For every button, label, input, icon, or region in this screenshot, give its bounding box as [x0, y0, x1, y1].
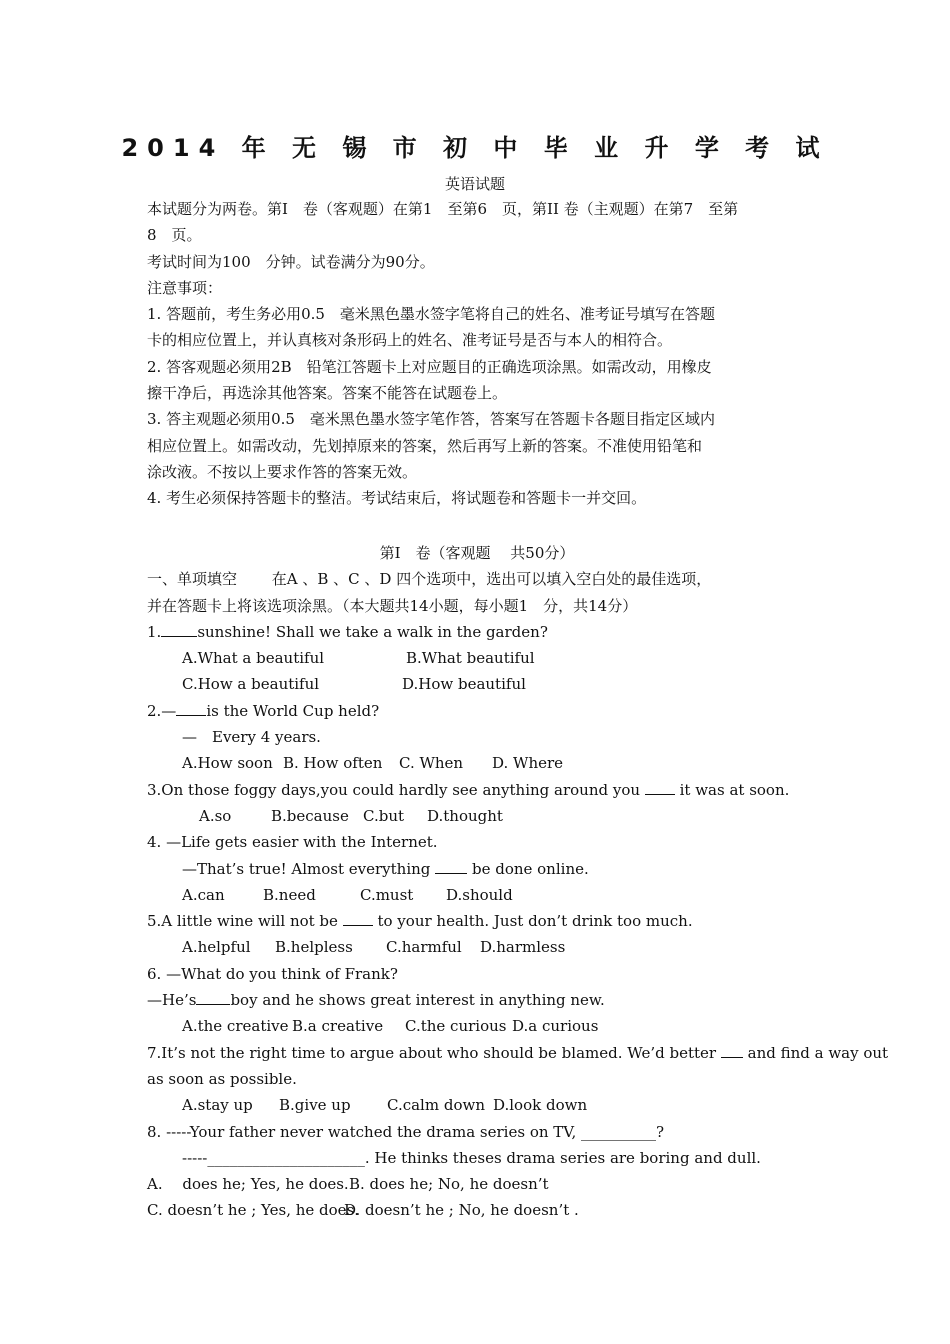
option-b: B. How often — [283, 754, 383, 773]
option-b: B.helpless — [275, 938, 353, 957]
answer-blank — [161, 620, 197, 637]
question-4: 4. —Life gets easier with the Internet. — [147, 833, 438, 852]
option-d: D.thought — [427, 806, 503, 825]
options-row — [147, 1171, 807, 1197]
notice-item: 相应位置上。如需改动，先划掉原来的答案，然后再写上新的答案。不准使用铅笔和 — [147, 436, 703, 455]
question-8: 8. -----Your father never watched the drama series on TV, __________? — [147, 1122, 665, 1141]
options-row — [147, 1013, 807, 1039]
option-d: D.a curious — [512, 1017, 599, 1036]
intro-line: 本试题分为两卷。第I 卷（客观题）在第1 至第6 页，第II 卷（主观题）在第7 至第 — [147, 200, 739, 218]
option-a: A.so — [199, 806, 232, 825]
notice-item: 涂改液。不按以上要求作答的答案无效。 — [147, 462, 418, 481]
answer-blank — [176, 699, 206, 716]
option-a: A.can — [182, 885, 225, 904]
option-d: D.should — [446, 885, 513, 904]
question-reply: -----_____________________. He thinks theses drama series are boring and dull. — [182, 1148, 761, 1167]
option-c: C.calm down — [387, 1096, 485, 1115]
option-d: D.harmless — [480, 938, 566, 957]
option-c: C.harmful — [386, 938, 462, 957]
option-c: C.How a beautiful — [182, 675, 320, 694]
exam-subtitle: 英语试题 — [444, 175, 505, 193]
option-b: B. does he; No, he doesn’t — [349, 1175, 549, 1194]
option-c: C.the curious — [405, 1017, 507, 1036]
options-row — [147, 750, 807, 776]
option-c: C. doesn’t he ; Yes, he does. — [147, 1201, 360, 1220]
notice-item: 1. 答题前，考生务必用0.5 毫米黑色墨水签字笔将自己的姓名、准考证号填写在答题 — [147, 305, 715, 324]
section-heading: 第I 卷（客观题 共50分） — [379, 544, 575, 562]
option-a: A.stay up — [182, 1096, 253, 1115]
answer-blank — [343, 909, 373, 926]
answer-blank — [721, 1041, 743, 1058]
option-b: B.What beautiful — [406, 649, 535, 668]
question-5: 5.A little wine will not be to your health. Just don’t drink too much. — [147, 908, 807, 934]
options-row — [147, 803, 807, 829]
answer-blank — [645, 778, 675, 795]
option-d: D.How beautiful — [402, 675, 526, 694]
intro-block — [147, 196, 807, 512]
options-row — [147, 1092, 807, 1118]
option-a: A.How soon — [182, 754, 273, 773]
notice-item: 卡的相应位置上，并认真核对条形码上的姓名、准考证号是否与本人的相符合。 — [147, 331, 673, 350]
question-2: 2.— is the World Cup held? — [147, 698, 807, 724]
section-instruction: 并在答题卡上将该选项涂黑。（本大题共14小题，每小题1 分，共14分） — [147, 596, 638, 615]
options-row — [147, 1197, 807, 1223]
options-row — [147, 934, 807, 960]
answer-blank — [196, 988, 230, 1005]
options-row — [147, 645, 807, 671]
question-1: 1. sunshine! Shall we take a walk in the garden? — [147, 619, 807, 645]
question-6: 6. —What do you think of Frank? — [147, 964, 398, 983]
option-b: B.a creative — [292, 1017, 384, 1036]
exam-title: 2014 年 无 锡 市 初 中 毕 业 升 学 考 试 — [121, 134, 829, 162]
options-row — [147, 882, 807, 908]
option-a: A. does he; Yes, he does. — [147, 1175, 349, 1194]
question-reply: —That’s true! Almost everything be done online. — [147, 856, 807, 882]
option-a: A.the creative — [182, 1017, 289, 1036]
option-b: B.give up — [279, 1096, 351, 1115]
notice-item: 4. 考生必须保持答题卡的整洁。考试结束后，将试题卷和答题卡一并交回。 — [147, 489, 647, 508]
notice-label: 注意事项： — [147, 278, 223, 297]
section-instruction: 一、单项填空 在A 、B 、C 、D 四个选项中，选出可以填入空白处的最佳选项， — [147, 570, 712, 589]
question-reply: — Every 4 years. — [182, 728, 321, 747]
question-3: 3.On those foggy days,you could hardly see anything around you it was at soon. — [147, 777, 807, 803]
question-reply: —He’s boy and he shows great interest in anything new. — [147, 987, 807, 1013]
options-row — [147, 671, 807, 697]
intro-line: 8 页。 — [147, 226, 202, 245]
option-b: B.because — [271, 806, 349, 825]
option-a: A.helpful — [182, 938, 251, 957]
option-d: D. Where — [492, 754, 564, 773]
notice-item: 擦干净后，再选涂其他答案。答案不能答在试题卷上。 — [147, 384, 508, 403]
notice-item: 2. 答客观题必须用2B 铅笔江答题卡上对应题目的正确选项涂黑。如需改动，用橡皮 — [147, 357, 712, 376]
option-c: C.but — [363, 806, 405, 825]
option-d: D. doesn’t he ; No, he doesn’t . — [344, 1201, 579, 1220]
question-7: 7.It’s not the right time to argue about who should be blamed. We’d better and find a way out — [147, 1040, 807, 1066]
option-b: B.need — [263, 885, 316, 904]
answer-blank — [435, 857, 467, 874]
question-7-cont: as soon as possible. — [147, 1069, 297, 1088]
option-a: A.What a beautiful — [182, 649, 325, 668]
notice-item: 3. 答主观题必须用0.5 毫米黑色墨水签字笔作答，答案写在答题卡各题目指定区域内 — [147, 410, 715, 429]
option-c: C.must — [360, 885, 414, 904]
intro-line: 考试时间为100 分钟。试卷满分为90分。 — [147, 252, 435, 271]
option-d: D.look down — [493, 1096, 588, 1115]
section-block — [147, 540, 889, 1224]
option-c: C. When — [399, 754, 464, 773]
